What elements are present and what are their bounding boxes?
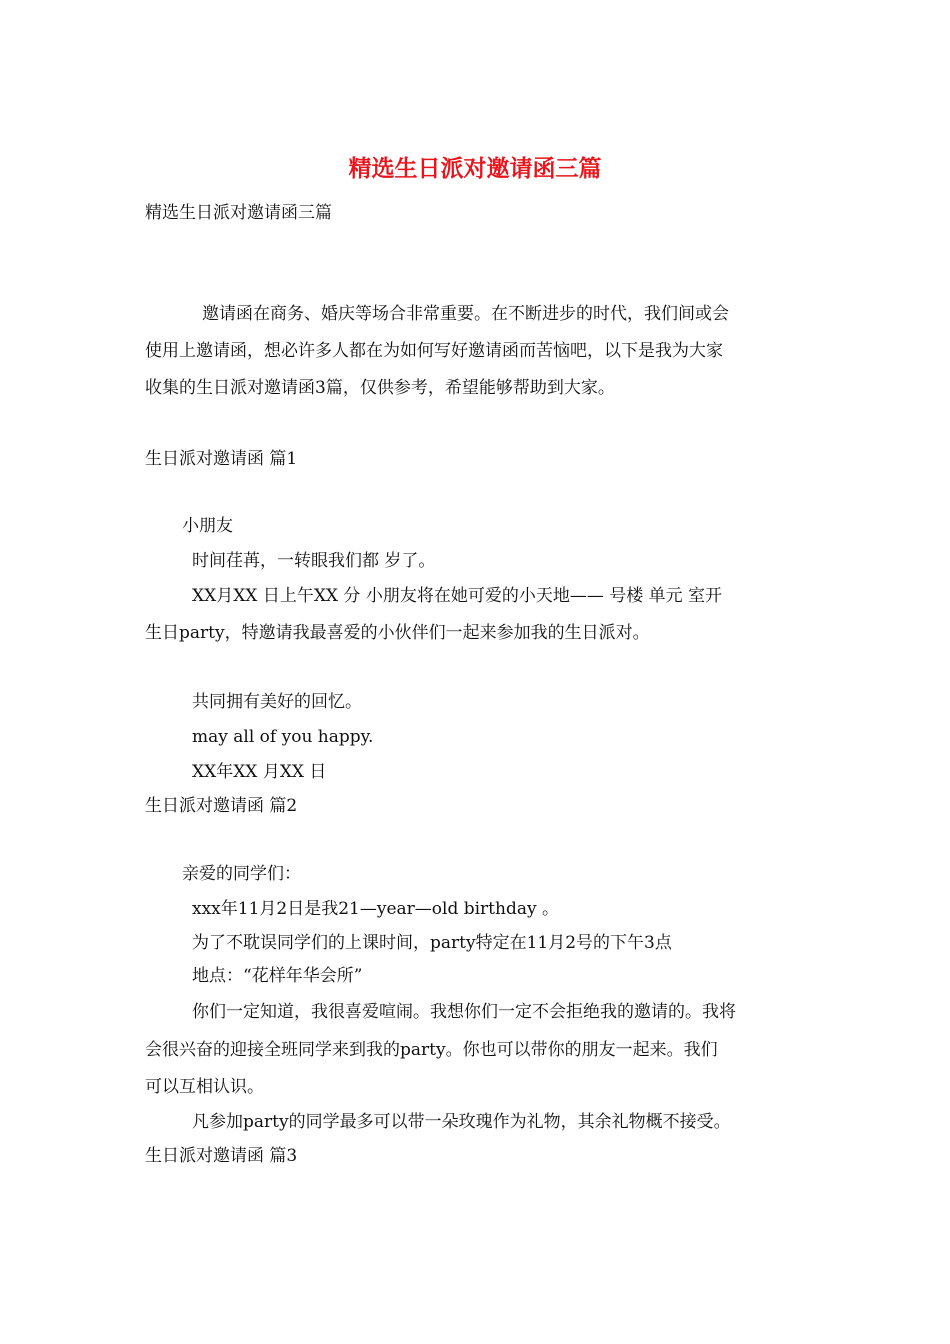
section1-line-5: 共同拥有美好的回忆。: [192, 692, 362, 712]
section2-line-6: 会很兴奋的迎接全班同学来到我的party。你也可以带你的朋友一起来。我们: [145, 1040, 718, 1060]
section3-heading: 生日派对邀请函 篇3: [145, 1146, 298, 1166]
section2-line-5: 你们一定知道，我很喜爱喧闹。我想你们一定不会拒绝我的邀请的。我将: [192, 1002, 736, 1022]
section1-heading: 生日派对邀请函 篇1: [145, 449, 298, 469]
document-subtitle: 精选生日派对邀请函三篇: [145, 203, 332, 223]
section2-line-1: 亲爱的同学们：: [182, 864, 301, 884]
section2-line-2: xxx年11月2日是我21—year—old birthday 。: [192, 899, 559, 919]
section2-heading: 生日派对邀请函 篇2: [145, 796, 298, 816]
section1-line-2: 时间荏苒，一转眼我们都 岁了。: [192, 551, 436, 571]
section2-line-8: 凡参加party的同学最多可以带一朵玫瑰作为礼物，其余礼物概不接受。: [192, 1112, 731, 1132]
section1-line-4: 生日party，特邀请我最喜爱的小伙伴们一起来参加我的生日派对。: [145, 623, 650, 643]
section2-line-4: 地点：“花样年华会所”: [192, 966, 363, 986]
section1-line-1: 小朋友: [182, 516, 233, 536]
section1-line-3: XX月XX 日上午XX 分 小朋友将在她可爱的小天地—— 号楼 单元 室开: [192, 586, 723, 606]
intro-line-2: 使用上邀请函，想必许多人都在为如何写好邀请函而苦恼吧，以下是我为大家: [145, 341, 723, 361]
document-title: 精选生日派对邀请函三篇: [348, 155, 602, 182]
section1-line-7: XX年XX 月XX 日: [192, 762, 327, 782]
section2-line-7: 可以互相认识。: [145, 1077, 264, 1097]
section2-line-3: 为了不耽误同学们的上课时间，party特定在11月2号的下午3点: [192, 933, 672, 953]
section1-line-6: may all of you happy.: [192, 727, 374, 747]
intro-line-1: 邀请函在商务、婚庆等场合非常重要。在不断进步的时代，我们间或会: [202, 304, 729, 324]
intro-line-3: 收集的生日派对邀请函3篇，仅供参考，希望能够帮助到大家。: [145, 378, 615, 398]
